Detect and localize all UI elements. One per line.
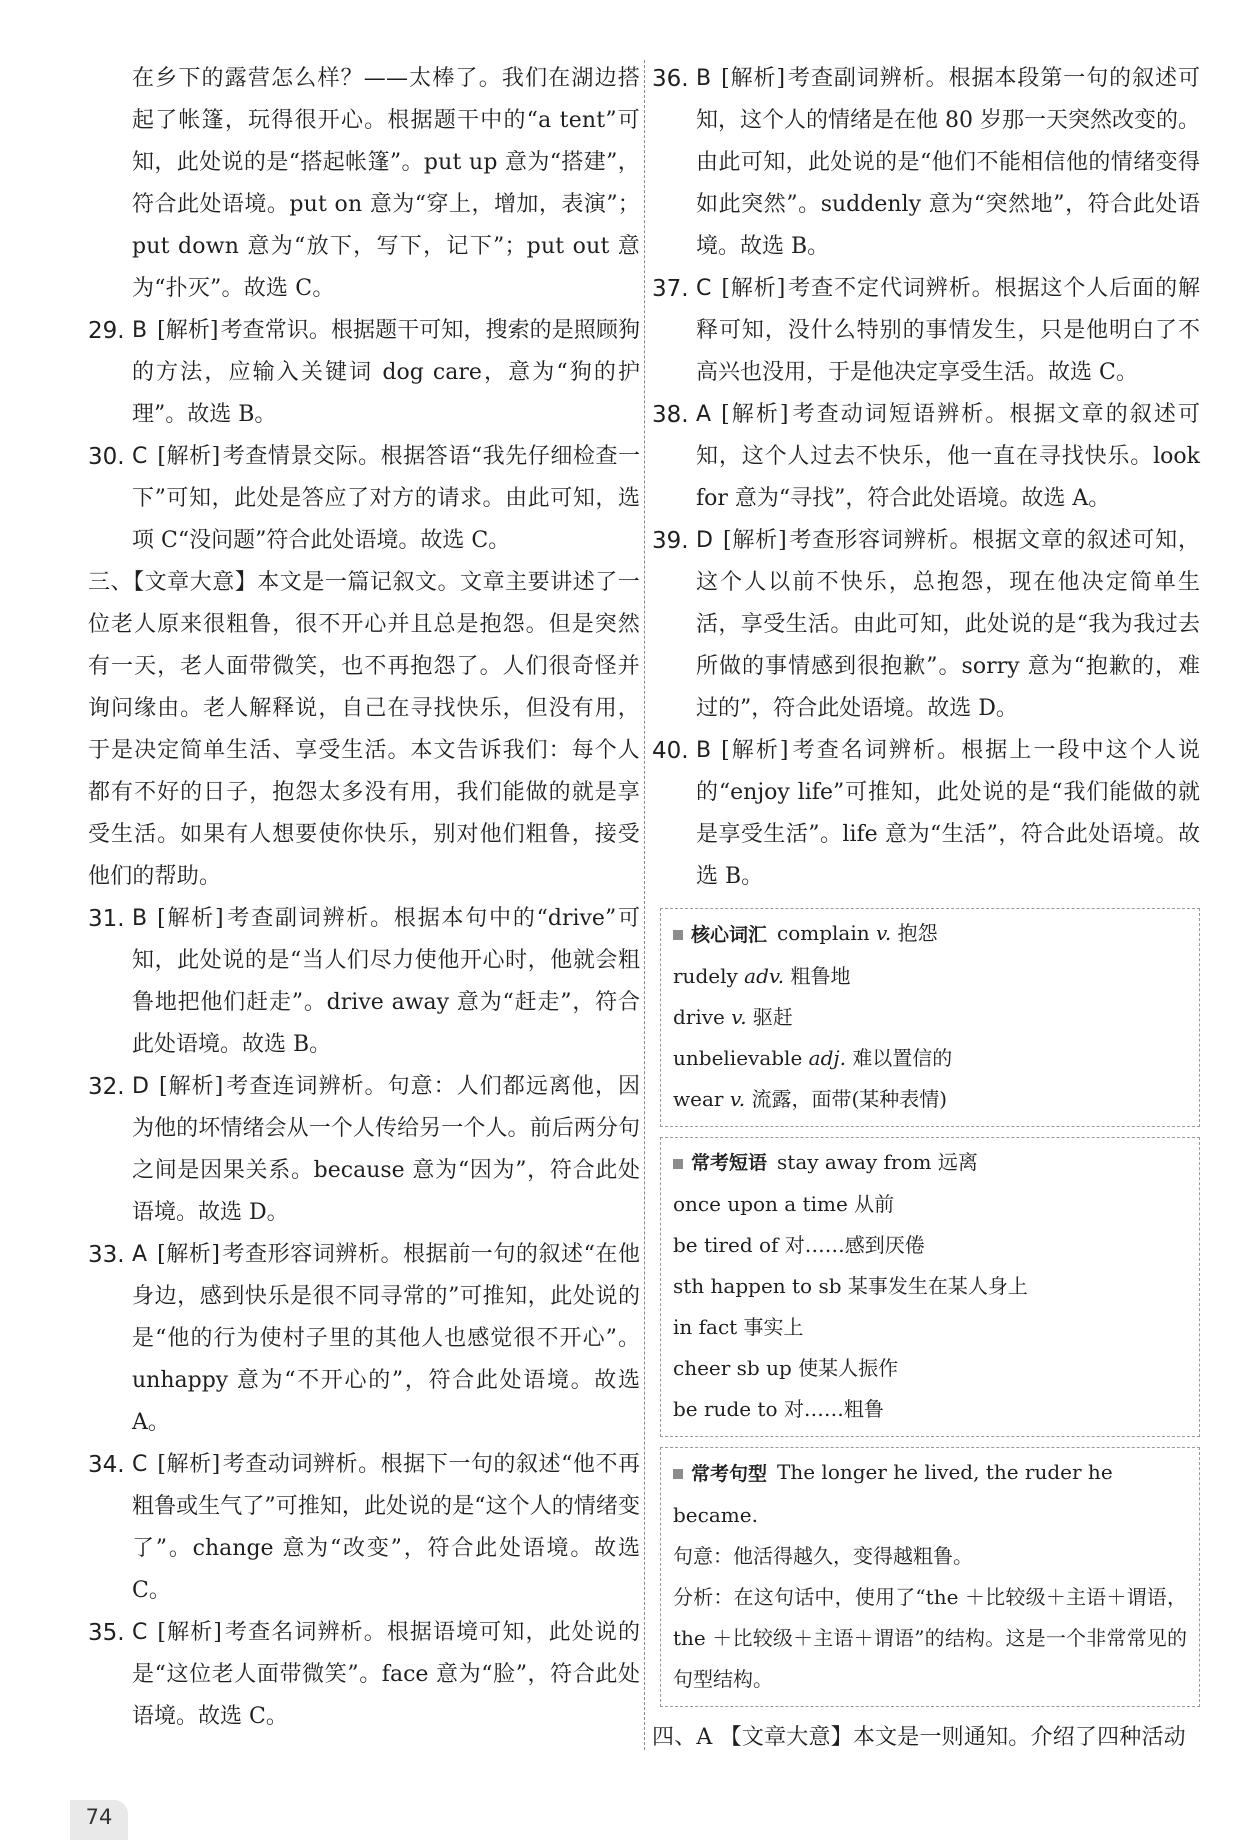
vocab-row: rudely adv. 粗鲁地 — [673, 963, 851, 988]
column-divider — [644, 60, 645, 1750]
analysis-text: 考查名词辨析。根据上一段中这个人说的“enjoy life”可推知，此处说的是“我们能做的就是享受生活”。life 意为“生活”，符合此处语境。故选 B。 — [696, 738, 1200, 889]
page-number: 74 — [70, 1800, 128, 1840]
right-column — [652, 58, 1200, 1759]
analysis-text: 考查连词辨析。句意：人们都远离他，因为他的坏情绪会从一个人传给另一个人。前后两分句之间是因果关系。because 意为“因为”，符合此处语境。故选 D。 — [132, 1074, 640, 1225]
common-phrases-box — [660, 1137, 1200, 1438]
square-bullet-icon — [673, 930, 683, 940]
vocab-row: 核心词汇 complain v. 抱怨 — [673, 913, 1187, 956]
item-28-continuation: 在乡下的露营怎么样？——太棒了。我们在湖边搭起了帐篷，玩得很开心。根据题干中的“a tent”可知，此处说的是“搭起帐篷”。put up 意为“搭建”，符合此处语境。put on 意为“穿上，增加，表演”；put down 意为“放下，写下，记下”；put out 意为“扑灭”。故选 C。 — [132, 66, 640, 301]
vocab-heading: 核心词汇 — [673, 915, 767, 956]
analysis-tag: [解析] — [157, 1242, 220, 1267]
answer-letter: B — [132, 906, 148, 931]
item-30 — [88, 436, 640, 562]
section-4-summary: 四、A 【文章大意】本文是一则通知。介绍了四种活动 — [652, 1724, 1186, 1750]
analysis-text: 考查常识。根据题干可知，搜索的是照顾狗的方法，应输入关键词 dog care，意为“狗的护理”。故选 B。 — [132, 318, 640, 427]
core-vocabulary-box — [660, 908, 1200, 1127]
analysis-text: 考查情景交际。根据答语“我先仔细检查一下”可知，此处是答应了对方的请求。由此可知，选项 C“没问题”符合此处语境。故选 C。 — [132, 444, 641, 553]
analysis-tag: [解析] — [158, 1074, 224, 1099]
answer-letter: A — [132, 1242, 148, 1267]
analysis-tag: [解析] — [721, 402, 789, 427]
item-number: 30. — [88, 444, 125, 470]
item-29 — [88, 310, 640, 436]
analysis-tag: [解析] — [721, 276, 786, 301]
item-40 — [652, 730, 1200, 898]
item-number: 32. — [88, 1074, 125, 1100]
vocab-row: wear v. 流露，面带(某种表情) — [673, 1086, 948, 1111]
pattern-heading: 常考句型 — [673, 1454, 767, 1495]
item-34 — [88, 1444, 640, 1612]
item-38 — [652, 394, 1200, 520]
pattern-analysis: 分析：在这句话中，使用了“the ＋比较级＋主语＋谓语，the ＋比较级＋主语＋谓语”的结构。这是一个非常常见的句型结构。 — [673, 1584, 1187, 1691]
answer-letter: B — [132, 318, 148, 343]
left-column — [88, 58, 640, 1738]
item-number: 33. — [88, 1242, 125, 1268]
answer-letter: C — [132, 444, 148, 469]
square-bullet-icon — [673, 1469, 683, 1479]
item-36 — [652, 58, 1200, 268]
phrase-row: cheer sb up 使某人振作 — [673, 1356, 899, 1380]
item-32 — [88, 1066, 640, 1234]
analysis-tag: [解析] — [157, 1452, 221, 1477]
square-bullet-icon — [673, 1159, 683, 1169]
answer-letter: B — [696, 66, 712, 91]
item-number: 36. — [652, 66, 689, 92]
phrase-row: be tired of 对……感到厌倦 — [673, 1233, 925, 1257]
phrase-row: sth happen to sb 某事发生在某人身上 — [673, 1274, 1028, 1298]
analysis-text: 考查不定代词辨析。根据这个人后面的解释可知，没什么特别的事情发生，只是他明白了不高兴也没用，于是他决定享受生活。故选 C。 — [696, 276, 1200, 385]
item-number: 37. — [652, 276, 689, 302]
phrase-row: 常考短语 stay away from 远离 — [673, 1142, 1187, 1185]
analysis-text: 考查动词短语辨析。根据文章的叙述可知，这个人过去不快乐，他一直在寻找快乐。look for 意为“寻找”，符合此处语境。故选 A。 — [696, 402, 1200, 511]
answer-letter: C — [696, 276, 712, 301]
analysis-tag: [解析] — [157, 318, 219, 343]
analysis-text: 考查形容词辨析。根据前一句的叙述“在他身边，感到快乐是很不同寻常的”可推知，此处说的是“他的行为使村子里的其他人也感觉很不开心”。unhappy 意为“不开心的”，符合此处语境。故选 A。 — [132, 1242, 640, 1435]
analysis-tag: [解析] — [157, 444, 221, 469]
phrases-heading: 常考短语 — [673, 1143, 767, 1184]
analysis-text: 考查形容词辨析。根据文章的叙述可知，这个人以前不快乐，总抱怨，现在他决定简单生活，享受生活。由此可知，此处说的是“我为我过去所做的事情感到很抱歉”。sorry 意为“抱歉的，难过的”，符合此处语境。故选 D。 — [696, 528, 1200, 721]
item-33 — [88, 1234, 640, 1444]
item-35 — [88, 1612, 640, 1738]
analysis-tag: [解析] — [157, 906, 224, 931]
answer-letter: A — [696, 402, 712, 427]
item-number: 40. — [652, 738, 689, 764]
analysis-tag: [解析] — [721, 66, 786, 91]
analysis-tag: [解析] — [157, 1620, 222, 1645]
answer-letter: D — [132, 1074, 149, 1099]
sentence-pattern-box — [660, 1447, 1200, 1707]
analysis-tag: [解析] — [721, 738, 789, 763]
analysis-text: 考查动词辨析。根据下一句的叙述“他不再粗鲁或生气了”可推知，此处说的是“这个人的情绪变了”。change 意为“改变”，符合此处语境。故选 C。 — [132, 1452, 641, 1603]
answer-letter: B — [696, 738, 712, 763]
analysis-text: 考查副词辨析。根据本段第一句的叙述可知，这个人的情绪是在他 80 岁那一天突然改变的。由此可知，此处说的是“他们不能相信他的情绪变得如此突然”。suddenly 意为“突然地”，符合此处语境。故选 B。 — [696, 66, 1200, 259]
phrase-row: in fact 事实上 — [673, 1315, 804, 1339]
item-number: 35. — [88, 1620, 125, 1646]
answer-letter: C — [132, 1620, 148, 1645]
vocab-row: drive v. 驱赶 — [673, 1004, 793, 1029]
item-37 — [652, 268, 1200, 394]
answer-letter: C — [132, 1452, 148, 1477]
phrase-row: once upon a time 从前 — [673, 1192, 895, 1216]
section-3-summary: 三、【文章大意】本文是一篇记叙文。文章主要讲述了一位老人原来很粗鲁，很不开心并且总是抱怨。但是突然有一天，老人面带微笑，也不再抱怨了。人们很奇怪并询问缘由。老人解释说，自己在寻找快乐，但没有用，于是决定简单生活、享受生活。本文告诉我们：每个人都有不好的日子，抱怨太多没有用，我们能做的就是享受生活。如果有人想要使你快乐，别对他们粗鲁，接受他们的帮助。 — [88, 570, 640, 889]
analysis-text: 考查副词辨析。根据本句中的“drive”可知，此处说的是“当人们尽力使他开心时，他就会粗鲁地把他们赶走”。drive away 意为“赶走”，符合此处语境。故选 B。 — [132, 906, 640, 1057]
item-number: 39. — [652, 528, 689, 554]
item-39 — [652, 520, 1200, 730]
item-31 — [88, 898, 640, 1066]
item-number: 31. — [88, 906, 125, 932]
pattern-translation: 句意：他活得越久，变得越粗鲁。 — [673, 1543, 973, 1568]
phrase-row: be rude to 对……粗鲁 — [673, 1397, 884, 1421]
item-number: 38. — [652, 402, 689, 428]
analysis-tag: [解析] — [722, 528, 787, 553]
vocab-row: unbelievable adj. 难以置信的 — [673, 1045, 953, 1070]
answer-letter: D — [696, 528, 713, 553]
analysis-text: 考查名词辨析。根据语境可知，此处说的是“这位老人面带微笑”。face 意为“脸”，符合此处语境。故选 C。 — [132, 1620, 640, 1729]
item-number: 29. — [88, 318, 125, 344]
pattern-example: 常考句型 The longer he lived, the ruder he became. — [673, 1452, 1187, 1536]
item-number: 34. — [88, 1452, 125, 1478]
